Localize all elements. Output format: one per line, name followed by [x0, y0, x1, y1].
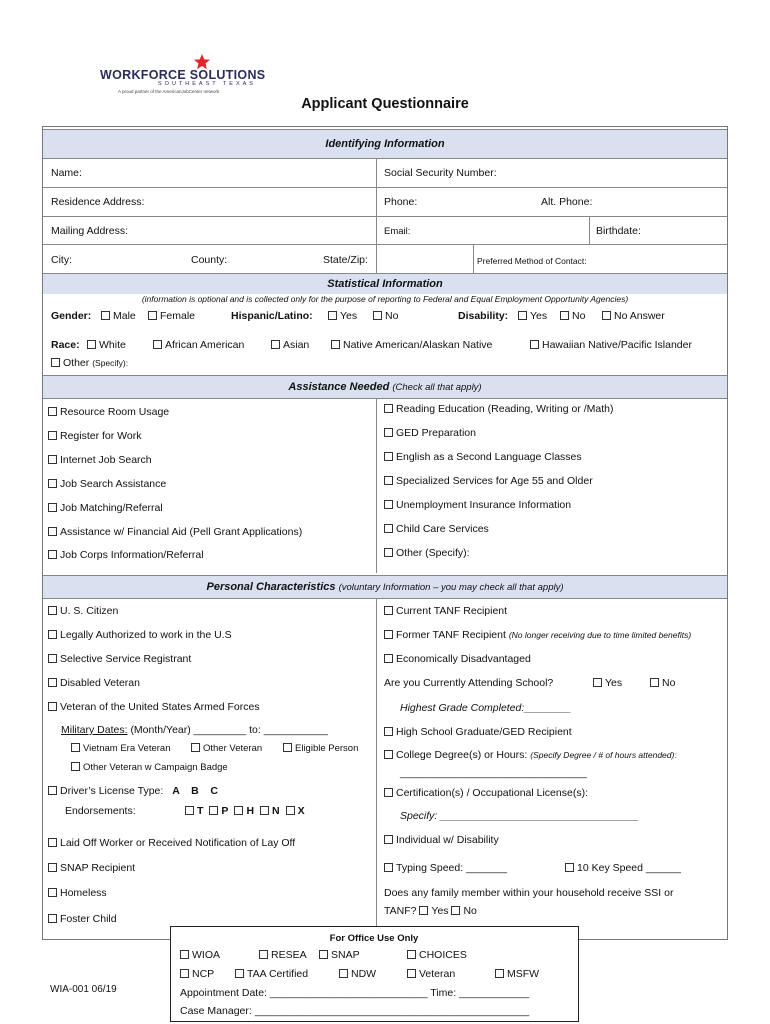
military-dates[interactable]: Military Dates: (Month/Year) _________ to: ___________: [61, 724, 328, 736]
economically-disadvantaged-checkbox[interactable]: Economically Disadvantaged: [384, 653, 531, 665]
race-other-checkbox[interactable]: Other (Specify):: [51, 357, 128, 369]
assistance-left-item[interactable]: Assistance w/ Financial Aid (Pell Grant Applications): [48, 526, 302, 538]
endorsement-checkbox[interactable]: X: [286, 805, 305, 817]
checkbox-icon: [48, 407, 57, 416]
checkbox-icon: [191, 743, 200, 752]
checkbox-icon: [148, 311, 157, 320]
ssi-question: Does any family member within your household receive SSI or: [384, 887, 674, 899]
ten-key-checkbox[interactable]: 10 Key Speed ______: [565, 862, 681, 874]
ssi-no-checkbox[interactable]: No: [451, 905, 476, 917]
state-zip-field[interactable]: State/Zip:: [323, 254, 368, 266]
checkbox-icon: [384, 404, 393, 413]
office-snap-checkbox[interactable]: SNAP: [319, 949, 360, 961]
email-field[interactable]: Email:: [384, 226, 411, 237]
checkbox-icon: [384, 788, 393, 797]
school-question: Are you Currently Attending School?: [384, 677, 554, 689]
race-white-checkbox[interactable]: White: [87, 339, 126, 351]
checkbox-icon: [48, 550, 57, 559]
checkbox-icon: [319, 950, 328, 959]
checkbox-icon: [51, 358, 60, 367]
logo-tagline: A proud partner of the AmericanJobCenter network: [118, 89, 220, 94]
checkbox-icon: [101, 311, 110, 320]
former-tanf-checkbox[interactable]: Former TANF Recipient (No longer receiving due to time limited benefits): [384, 629, 691, 641]
assistance-right-item[interactable]: English as a Second Language Classes: [384, 451, 582, 463]
checkbox-icon: [234, 806, 243, 815]
hispanic-no-checkbox[interactable]: No: [373, 310, 398, 322]
assistance-right-item[interactable]: GED Preparation: [384, 427, 476, 439]
checkbox-icon: [384, 452, 393, 461]
checkbox-icon: [339, 969, 348, 978]
case-manager-field[interactable]: Case Manager: _______________________________________________: [180, 1005, 530, 1017]
checkbox-icon: [48, 678, 57, 687]
campaign-badge-checkbox[interactable]: Other Veteran w Campaign Badge: [71, 762, 228, 773]
checkbox-icon: [518, 311, 527, 320]
assistance-left-item[interactable]: Register for Work: [48, 430, 142, 442]
checkbox-icon: [384, 863, 393, 872]
logo: [100, 54, 300, 96]
endorsements-label: Endorsements:: [65, 805, 136, 817]
assistance-right-item[interactable]: Other (Specify):: [384, 547, 470, 559]
snap-recipient-checkbox[interactable]: SNAP Recipient: [48, 862, 135, 874]
questionnaire-form: [42, 126, 728, 940]
mailing-field[interactable]: Mailing Address:: [51, 225, 129, 237]
typing-speed-checkbox[interactable]: Typing Speed: _______: [384, 862, 507, 874]
office-resea-checkbox[interactable]: RESEA: [259, 949, 307, 961]
checkbox-icon: [180, 969, 189, 978]
checkbox-icon: [48, 431, 57, 440]
other-veteran-checkbox[interactable]: Other Veteran: [191, 743, 262, 754]
assistance-left-item[interactable]: Internet Job Search: [48, 454, 152, 466]
name-field[interactable]: Name:: [51, 167, 82, 179]
foster-child-checkbox[interactable]: Foster Child: [48, 913, 117, 925]
female-checkbox[interactable]: Female: [148, 310, 195, 322]
checkbox-icon: [260, 806, 269, 815]
homeless-checkbox[interactable]: Homeless: [48, 887, 107, 899]
contact-field[interactable]: Preferred Method of Contact:: [477, 256, 587, 266]
checkbox-icon: [384, 500, 393, 509]
checkbox-icon: [259, 950, 268, 959]
individual-disability-checkbox[interactable]: Individual w/ Disability: [384, 834, 499, 846]
assistance-left-item[interactable]: Job Corps Information/Referral: [48, 549, 204, 561]
checkbox-icon: [283, 743, 292, 752]
checkbox-icon: [48, 702, 57, 711]
race-native-checkbox[interactable]: Native American/Alaskan Native: [331, 339, 492, 351]
checkbox-icon: [650, 678, 659, 687]
checkbox-icon: [48, 527, 57, 536]
checkbox-icon: [384, 835, 393, 844]
checkbox-icon: [407, 950, 416, 959]
endorsement-checkbox[interactable]: T: [185, 805, 203, 817]
race-label: Race:: [51, 339, 80, 351]
checkbox-icon: [48, 479, 57, 488]
checkbox-icon: [235, 969, 244, 978]
phone-field[interactable]: Phone:: [384, 196, 418, 208]
cert-specify-field[interactable]: Specify: __________________________________: [400, 810, 639, 822]
checkbox-icon: [286, 806, 295, 815]
checkbox-icon: [373, 311, 382, 320]
ssn-field[interactable]: Social Security Number:: [384, 167, 497, 179]
assistance-right-item[interactable]: Child Care Services: [384, 523, 489, 535]
assistance-header: Assistance Needed (Check all that apply): [43, 375, 727, 399]
logo-brand: WORKFORCE SOLUTIONS: [100, 68, 266, 82]
assistance-left-item[interactable]: Job Search Assistance: [48, 478, 166, 490]
male-checkbox[interactable]: Male: [101, 310, 136, 322]
checkbox-icon: [153, 340, 162, 349]
office-ndw-checkbox[interactable]: NDW: [339, 968, 376, 980]
office-choices-checkbox[interactable]: CHOICES: [407, 949, 467, 961]
office-use-box: [170, 926, 579, 1022]
assistance-right-item[interactable]: Unemployment Insurance Information: [384, 499, 571, 511]
college-line[interactable]: ________________________________: [400, 767, 587, 779]
assistance-right-item[interactable]: Specialized Services for Age 55 and Older: [384, 475, 593, 487]
office-header: For Office Use Only: [329, 933, 419, 944]
alt-phone-field[interactable]: Alt. Phone:: [541, 196, 593, 208]
checkbox-icon: [87, 340, 96, 349]
race-asian-checkbox[interactable]: Asian: [271, 339, 309, 351]
form-code: WIA-001 06/19: [50, 984, 117, 995]
vietnam-checkbox[interactable]: Vietnam Era Veteran: [71, 743, 171, 754]
personal-header: Personal Characteristics (voluntary Information – you may check all that apply): [43, 575, 727, 599]
disability-no-checkbox[interactable]: No: [560, 310, 585, 322]
office-taa-checkbox[interactable]: TAA Certified: [235, 968, 308, 980]
selective-service-checkbox[interactable]: Selective Service Registrant: [48, 653, 191, 665]
birthdate-field[interactable]: Birthdate:: [596, 225, 641, 237]
checkbox-icon: [209, 806, 218, 815]
office-wioa-checkbox[interactable]: WIOA: [180, 949, 220, 961]
endorsement-checkbox[interactable]: N: [260, 805, 280, 817]
checkbox-icon: [48, 455, 57, 464]
drivers-license-checkbox[interactable]: Driver’s License Type: A B C: [48, 785, 218, 797]
veteran-checkbox[interactable]: Veteran of the United States Armed Forces: [48, 701, 260, 713]
checkbox-icon: [48, 863, 57, 872]
authorized-checkbox[interactable]: Legally Authorized to work in the U.S: [48, 629, 232, 641]
gender-label: Gender:: [51, 310, 92, 322]
checkbox-icon: [560, 311, 569, 320]
checkbox-icon: [565, 863, 574, 872]
college-checkbox[interactable]: College Degree(s) or Hours: (Specify Degree / # of hours attended):: [384, 749, 677, 761]
checkbox-icon: [451, 906, 460, 915]
checkbox-icon: [384, 428, 393, 437]
checkbox-icon: [180, 950, 189, 959]
assistance-left-item[interactable]: Resource Room Usage: [48, 406, 169, 418]
checkbox-icon: [71, 743, 80, 752]
checkbox-icon: [384, 750, 393, 759]
certification-checkbox[interactable]: Certification(s) / Occupational License(s):: [384, 787, 588, 799]
checkbox-icon: [48, 838, 57, 847]
checkbox-icon: [48, 630, 57, 639]
office-veteran-checkbox[interactable]: Veteran: [407, 968, 455, 980]
office-ncp-checkbox[interactable]: NCP: [180, 968, 214, 980]
highest-grade-field[interactable]: Highest Grade Completed:________: [400, 702, 572, 714]
school-no-checkbox[interactable]: No: [650, 677, 675, 689]
checkbox-icon: [407, 969, 416, 978]
checkbox-icon: [185, 806, 194, 815]
school-yes-checkbox[interactable]: Yes: [593, 677, 622, 689]
eligible-person-checkbox[interactable]: Eligible Person: [283, 743, 358, 754]
ssi-yes-checkbox[interactable]: Yes: [419, 905, 448, 917]
hispanic-yes-checkbox[interactable]: Yes: [328, 310, 357, 322]
disability-no-answer-checkbox[interactable]: No Answer: [602, 310, 665, 322]
laid-off-checkbox[interactable]: Laid Off Worker or Received Notification of Lay Off: [48, 837, 295, 849]
endorsements-list: [185, 805, 311, 817]
checkbox-icon: [271, 340, 280, 349]
checkbox-icon: [48, 606, 57, 615]
checkbox-icon: [384, 524, 393, 533]
statistical-note: (information is optional and is collected only for the purpose of reporting to Federal and Equal Employment Opportunity Agencies): [141, 294, 629, 304]
checkbox-icon: [384, 630, 393, 639]
us-citizen-checkbox[interactable]: U. S. Citizen: [48, 605, 118, 617]
hs-graduate-checkbox[interactable]: High School Graduate/GED Recipient: [384, 726, 572, 738]
checkbox-icon: [328, 311, 337, 320]
residence-field[interactable]: Residence Address:: [51, 196, 145, 208]
race-hawaiian-checkbox[interactable]: Hawaiian Native/Pacific Islander: [530, 339, 692, 351]
checkbox-icon: [530, 340, 539, 349]
disability-label: Disability:: [458, 310, 509, 322]
endorsement-checkbox[interactable]: P: [209, 805, 228, 817]
checkbox-icon: [48, 914, 57, 923]
checkbox-icon: [384, 654, 393, 663]
appointment-field[interactable]: Appointment Date: ___________________________ Time: ____________: [180, 987, 530, 999]
checkbox-icon: [48, 503, 57, 512]
current-tanf-checkbox[interactable]: Current TANF Recipient: [384, 605, 507, 617]
hispanic-label: Hispanic/Latino:: [231, 310, 313, 322]
checkbox-icon: [602, 311, 611, 320]
ssi-question-cont: TANF? Yes No: [384, 905, 477, 917]
office-msfw-checkbox[interactable]: MSFW: [495, 968, 539, 980]
assistance-right-item[interactable]: Reading Education (Reading, Writing or /Math): [384, 403, 614, 415]
endorsement-checkbox[interactable]: H: [234, 805, 254, 817]
city-field[interactable]: City:: [51, 254, 72, 266]
checkbox-icon: [419, 906, 428, 915]
assistance-left-item[interactable]: Job Matching/Referral: [48, 502, 163, 514]
page-title: Applicant Questionnaire: [301, 96, 469, 112]
checkbox-icon: [71, 762, 80, 771]
race-african-checkbox[interactable]: African American: [153, 339, 244, 351]
logo-region: SOUTHEAST TEXAS: [158, 81, 256, 87]
checkbox-icon: [48, 888, 57, 897]
checkbox-icon: [48, 654, 57, 663]
checkbox-icon: [593, 678, 602, 687]
county-field[interactable]: County:: [191, 254, 228, 266]
checkbox-icon: [384, 606, 393, 615]
checkbox-icon: [495, 969, 504, 978]
disabled-veteran-checkbox[interactable]: Disabled Veteran: [48, 677, 140, 689]
identifying-header: Identifying Information: [43, 129, 727, 159]
disability-yes-checkbox[interactable]: Yes: [518, 310, 547, 322]
checkbox-icon: [384, 727, 393, 736]
checkbox-icon: [384, 476, 393, 485]
statistical-header: Statistical Information: [43, 273, 727, 294]
checkbox-icon: [48, 786, 57, 795]
checkbox-icon: [384, 548, 393, 557]
checkbox-icon: [331, 340, 340, 349]
